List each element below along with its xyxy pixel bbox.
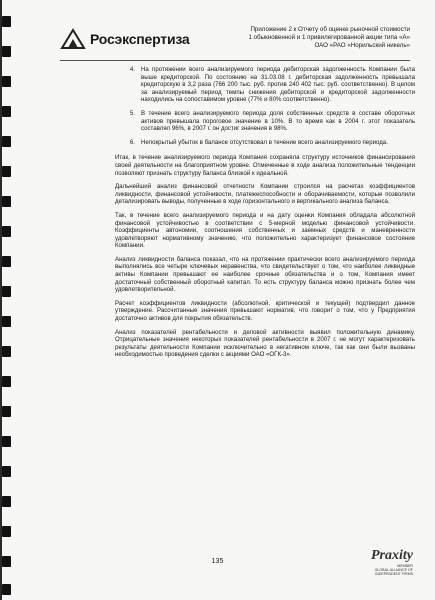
header-divider [60,60,410,61]
header-caption-line: 1 обыкновенной и 1 привилегированной акции типа «А» [248,34,410,41]
page-header [60,22,410,54]
binding-hole [2,346,11,357]
list-item-number: 6. [129,138,135,146]
binding-hole [2,496,11,507]
company-logo [60,28,190,50]
praxity-logo [371,548,413,577]
binding-hole [2,16,11,27]
binding-hole [2,256,11,267]
list-item-number: 4. [129,66,135,73]
binding-hole [2,436,11,447]
binding-hole [2,76,11,87]
binding-hole [2,166,11,177]
binding-hole [2,406,11,417]
list-item-number: 5. [129,109,135,117]
binding-hole [2,376,11,387]
praxity-logo-line: GLOBAL ALLIANCE OF [374,568,413,573]
binding-hole [2,226,11,237]
list-item [115,66,415,104]
binding-hole [2,136,11,147]
binding-hole [2,46,11,57]
header-caption-line: Приложение 2 к Отчету об оценке рыночной стоимости [250,26,410,33]
header-caption [249,26,411,50]
binding-hole [2,526,11,537]
paragraph: Расчет коэффициентов ликвидности (абсолютной, критической и текущей) подтвердил данное утверждение. Рассчитанные значения превышают норматив, что говорит о том, что у Предприятия достаточно активов для покрытия обязательств. [115,299,415,323]
list-item-text: Непокрытый убыток в балансе отсутствовал в течение всего анализируемого периода. [141,138,388,146]
paragraph: Итак, в течение анализируемого периода Компания сохраняла структуру источников финансирования своей деятельности на благоприятном уровне. Отмеченные в ходе анализа положительные тенденции позволяют признать структуру баланса близкой к идеальной. [115,154,415,177]
page-body [115,66,415,365]
praxity-logo-tag: MEMBER [397,564,413,568]
binding-hole [2,466,11,477]
paragraph: Анализ ликвидности баланса показал, что на протяжении практически всего анализируемого периода выполнялись все четыре ключевых неравенства, что свидетельствует о том, что наиболее ликвидные активы Компании превышают ее наиболее срочные обязательства и о том, Компания имеет достаточный собственный оборотный капитал. То есть структуру баланса можно признать более чем удовлетворительной. [115,255,415,294]
binding-hole [2,106,11,117]
binding-hole [2,196,11,207]
list-item [115,139,415,147]
header-caption-line: ОАО «РАО «Норильский никель» [314,42,410,49]
logo-mark-icon [60,28,86,50]
list-item-text: На протяжении всего анализируемого периода дебиторская задолженность Компании была выше кредиторской. По состоянию на 31.03.08 г. дебиторская задолженность превышала кредиторскую в 3,2 раза (766 200 тыс. руб. против 240 402 тыс. руб. соответственно). В целом за анализируемый период темпы снижения дебиторской и кредиторской задолженности находились на сопоставимом уровне (77% и 80% соответственно). [141,66,415,104]
binding-hole [2,584,11,595]
praxity-logo-name: Praxity [371,548,413,563]
page-number: 135 [211,558,224,565]
list-item-text: В течение всего анализируемого периода доля собственных средств в составе оборотных активов превышала пороговое значение в 10%. В то время как в 2004 г. этот показатель составлял 96%, в 2007 г. он достиг значения в 98%. [141,109,415,133]
binding-hole [2,316,11,327]
binding-hole [2,286,11,297]
list-item [115,110,415,133]
paragraph: Анализ показателей рентабельности и деловой активности выявил положительную динамику. Отрицательные значения некоторых показателей рентабельности в 2007 г. не могут характеризовать результаты деятельности Компании исключительно в негативном ключе, так как они были вызваны необходимостью проведения сделки с акциями ОАО «ОГК-3». [115,328,415,359]
praxity-logo-line: INDEPENDENT FIRMS [375,572,413,577]
paragraph: Так, в течение всего анализируемого периода и на дату оценки Компания обладала абсолютной финансовой устойчивостью в соответствии с 5-мерной моделью финансовой устойчивости. Коэффициенты автономии, соотношения собственных и заемных средств и маневренности удовлетворяют нормативному значению, что положительно характеризует финансовое состояние Компании. [115,211,415,250]
logo-text: Росэкспертиза [90,31,190,47]
binding-holes [0,0,22,600]
numbered-list [115,66,415,146]
paragraph: Дальнейший анализ финансовой отчетности Компании строился на расчетах коэффициентов ликвидности, финансовой устойчивости, платежеспособности и оборачиваемости, которые позволили детализировать выводы, полученные в ходе горизонтального и вертикального анализа баланса. [115,183,415,206]
